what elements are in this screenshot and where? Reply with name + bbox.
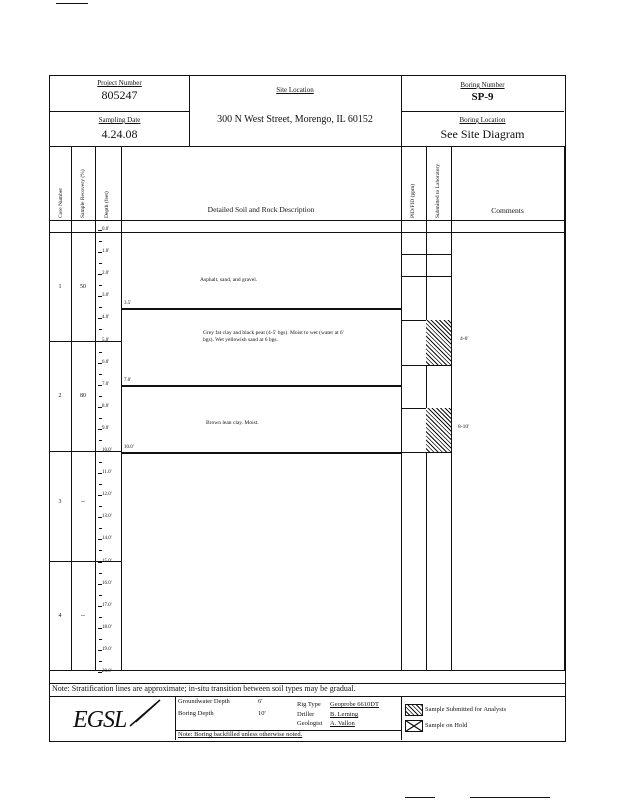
geologist-label: Geologist bbox=[297, 720, 323, 727]
depth-minor-tick bbox=[99, 396, 102, 397]
depth-label: 14.0' bbox=[102, 536, 112, 542]
col-depth: Depth (feet) bbox=[104, 191, 110, 218]
core-4-number: 4 bbox=[58, 613, 62, 619]
depth-minor-tick bbox=[99, 352, 102, 353]
boring-depth-label: Boring Depth bbox=[178, 710, 214, 717]
depth-minor-tick bbox=[99, 285, 102, 286]
depth-label: 18.0' bbox=[102, 624, 112, 630]
depth-minor-tick bbox=[99, 661, 102, 662]
depth-label: 12.0' bbox=[102, 492, 112, 498]
core-4-recovery: -- bbox=[81, 613, 85, 619]
layer-3-description: Brown lean clay. Moist. bbox=[206, 420, 259, 426]
col-description: Detailed Soil and Rock Description bbox=[207, 205, 315, 214]
depth-label: 6.0' bbox=[102, 359, 110, 365]
depth-minor-tick bbox=[99, 374, 102, 375]
boring-depth-value: 10' bbox=[258, 710, 266, 717]
depth-label: 20.0' bbox=[102, 669, 112, 674]
core-2-number: 2 bbox=[58, 393, 62, 399]
depth-label: 16.0' bbox=[102, 580, 112, 586]
driller-label: Driller bbox=[297, 711, 315, 718]
depth-label: 8.0' bbox=[102, 403, 110, 409]
boring-location-label: Boring Location bbox=[459, 116, 506, 124]
rig-type-label: Rig Type bbox=[297, 701, 321, 708]
depth-minor-tick bbox=[99, 550, 102, 551]
core-1-number: 1 bbox=[58, 284, 62, 290]
depth-minor-tick bbox=[99, 528, 102, 529]
scan-mark bbox=[405, 797, 435, 798]
depth-minor-tick bbox=[99, 639, 102, 640]
sample-analysis-hatch-2 bbox=[426, 408, 451, 452]
depth-minor-tick bbox=[99, 307, 102, 308]
depth-minor-tick bbox=[99, 263, 102, 264]
core-2-recovery: 80 bbox=[80, 393, 86, 399]
depth-label: 15.0' bbox=[102, 558, 112, 564]
rig-type-value: Geoprobe 6610DT bbox=[330, 701, 379, 708]
boundary-3: 10.0' bbox=[124, 445, 134, 450]
col-comments: Comments bbox=[491, 206, 524, 215]
depth-minor-tick bbox=[99, 462, 102, 463]
depth-label: 9.0' bbox=[102, 425, 110, 431]
core-3-recovery: -- bbox=[81, 499, 85, 505]
legend-hold: Sample on Hold bbox=[425, 722, 468, 729]
depth-minor-tick bbox=[99, 617, 102, 618]
project-number: 805247 bbox=[101, 88, 138, 102]
depth-minor-tick bbox=[99, 506, 102, 507]
driller-value: B. Lerning bbox=[330, 711, 359, 718]
depth-minor-tick bbox=[99, 440, 102, 441]
backfill-note: Note: Boring backfilled unless otherwise noted. bbox=[178, 731, 303, 738]
depth-minor-tick bbox=[99, 484, 102, 485]
depth-label: 11.0' bbox=[102, 470, 112, 476]
core-1-recovery: 50 bbox=[80, 284, 86, 290]
boring-log-form bbox=[49, 75, 566, 742]
depth-label: 1.0' bbox=[102, 249, 110, 255]
comment-1: 4-6' bbox=[460, 336, 469, 342]
stratification-note: Note: Stratification lines are approximate; in-situ transition between soil types may be gradual. bbox=[52, 684, 356, 693]
depth-minor-tick bbox=[99, 595, 102, 596]
site-address: 300 N West Street, Morengo, IL 60152 bbox=[217, 114, 373, 125]
depth-label: 5.0' bbox=[102, 337, 110, 343]
crosshatch-legend-swatch bbox=[405, 720, 423, 732]
layer-2-description: Grey fat clay and black peat (4-5' bgs). Moist to wet (water at 6' bgs). Wet yellowish sand at 6 bgs. bbox=[203, 330, 344, 343]
boundary-1: 3.5' bbox=[124, 301, 132, 306]
site-location-label: Site Location bbox=[276, 86, 314, 94]
col-lab: Submitted to Laboratory bbox=[435, 163, 441, 218]
col-core-number: Core Number bbox=[58, 187, 64, 218]
sampling-date-label: Sampling Date bbox=[98, 116, 141, 124]
egsl-logo: EGSL bbox=[73, 707, 127, 733]
scan-mark bbox=[56, 3, 88, 4]
legend-analysis: Sample Submitted for Analysis bbox=[425, 706, 507, 713]
boring-location: See Site Diagram bbox=[440, 127, 525, 141]
depth-label: 0.0' bbox=[102, 227, 110, 232]
hatch-legend-swatch bbox=[405, 704, 423, 716]
depth-label: 3.0' bbox=[102, 293, 110, 299]
core-3-number: 3 bbox=[58, 499, 62, 505]
depth-label: 7.0' bbox=[102, 381, 110, 387]
depth-minor-tick bbox=[99, 573, 102, 574]
geologist-value: A. Vallon bbox=[330, 720, 355, 727]
sampling-date: 4.24.08 bbox=[101, 127, 138, 141]
depth-label: 10.0' bbox=[102, 448, 112, 453]
depth-label: 19.0' bbox=[102, 646, 112, 652]
depth-minor-tick bbox=[99, 329, 102, 330]
comment-2: 8-10' bbox=[458, 424, 470, 430]
depth-minor-tick bbox=[99, 418, 102, 419]
project-number-label: Project Number bbox=[97, 79, 142, 87]
boring-number-label: Boring Number bbox=[460, 81, 505, 89]
depth-label: 4.0' bbox=[102, 315, 110, 321]
boundary-2: 7.0' bbox=[124, 378, 132, 383]
depth-label: 2.0' bbox=[102, 271, 110, 277]
col-sample-recovery: Sample Recovery (%) bbox=[80, 169, 86, 218]
depth-minor-tick bbox=[99, 241, 102, 242]
depth-label: 13.0' bbox=[102, 514, 112, 520]
col-pid: PID/FID (ppm) bbox=[410, 183, 416, 218]
depth-label: 17.0' bbox=[102, 602, 112, 608]
groundwater-label: Groundwater Depth bbox=[178, 698, 230, 705]
sample-analysis-hatch-1 bbox=[426, 320, 451, 365]
layer-1-description: Asphalt, sand, and gravel. bbox=[200, 277, 258, 283]
scan-mark bbox=[470, 797, 550, 798]
boring-number: SP-9 bbox=[471, 91, 494, 103]
egsl-logo-mark bbox=[128, 698, 162, 728]
groundwater-value: 6' bbox=[258, 698, 263, 705]
